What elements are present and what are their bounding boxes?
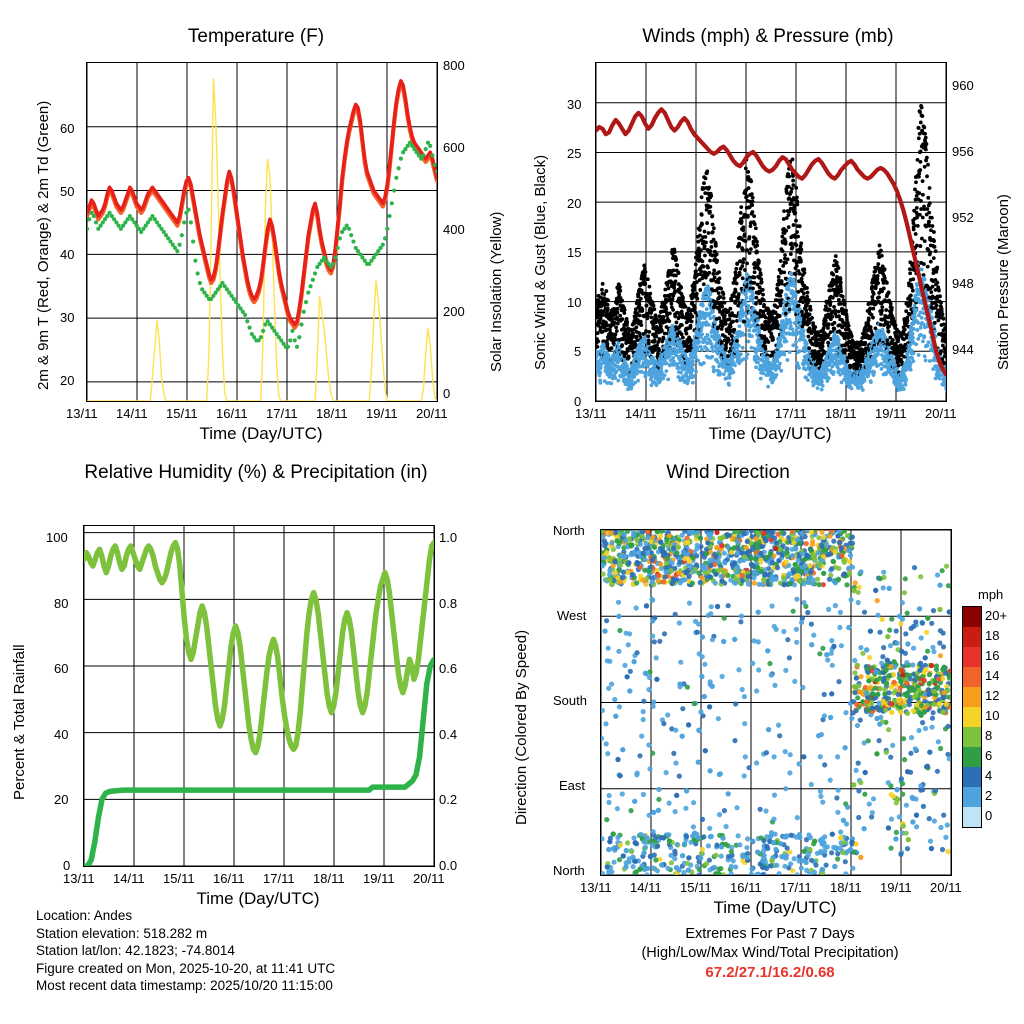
- wind-direction-chart-title: Wind Direction: [666, 462, 790, 483]
- wind-speed-legend-label: 2: [985, 788, 993, 803]
- humidity-xtick: 14/11: [113, 871, 145, 886]
- temperature-ytick: 60: [60, 121, 75, 136]
- winds-xtick: 14/11: [625, 406, 657, 421]
- extremes-values: 67.2/27.1/16.2/0.68: [705, 964, 835, 981]
- wind-direction-ytick: East: [559, 778, 586, 793]
- winds-ytick: 30: [567, 97, 582, 112]
- temperature-xtick: 18/11: [316, 406, 348, 421]
- humidity-plot-area: [83, 525, 435, 867]
- humidity-y2tick: 0.2: [439, 792, 458, 807]
- winds-ytick: 0: [574, 394, 582, 409]
- winds-xtick: 18/11: [825, 406, 857, 421]
- winds-chart-title: Winds (mph) & Pressure (mb): [642, 26, 894, 47]
- winds-y2-axis-label: Station Pressure (Maroon): [995, 194, 1012, 370]
- humidity-chart-title: Relative Humidity (%) & Precipitation (in): [84, 462, 428, 483]
- wind-direction-xtick: 19/11: [880, 880, 912, 895]
- wind-speed-legend-label: 0: [985, 808, 993, 823]
- footer-line: Location: Andes: [36, 908, 133, 923]
- humidity-xtick: 15/11: [163, 871, 195, 886]
- wind-speed-colorbar: [962, 606, 982, 828]
- humidity-y2tick: 0.4: [439, 727, 458, 742]
- temperature-ytick: 30: [60, 310, 75, 325]
- humidity-xtick: 18/11: [313, 871, 345, 886]
- winds-y2tick: 948: [952, 276, 974, 291]
- humidity-xtick: 20/11: [413, 871, 445, 886]
- humidity-y2tick: 0.8: [439, 596, 458, 611]
- wind-direction-y-axis-label: Direction (Colored By Speed): [513, 629, 530, 825]
- wind-speed-legend-label: 4: [985, 768, 993, 783]
- temperature-y2tick: 600: [443, 140, 465, 155]
- wind-direction-xtick: 17/11: [780, 880, 812, 895]
- wind-direction-ytick: South: [553, 693, 587, 708]
- winds-xtick: 20/11: [925, 406, 957, 421]
- temperature-ytick: 20: [60, 373, 75, 388]
- extremes-title: Extremes For Past 7 Days: [685, 926, 855, 942]
- panel-winds-pressure: [512, 0, 1024, 443]
- temperature-plot-area: [86, 62, 438, 402]
- wind-direction-xtick: 13/11: [580, 880, 612, 895]
- humidity-y2tick: 0.6: [439, 661, 458, 676]
- humidity-y2tick: 1.0: [439, 530, 458, 545]
- wind-direction-ytick: West: [557, 608, 587, 623]
- wind-speed-legend-label: 20+: [985, 608, 1008, 623]
- winds-ytick: 10: [567, 295, 582, 310]
- winds-y2tick: 952: [952, 210, 974, 225]
- winds-x-axis-label: Time (Day/UTC): [708, 424, 832, 443]
- humidity-x-axis-label: Time (Day/UTC): [196, 889, 320, 908]
- wind-direction-ytick: North: [553, 863, 585, 878]
- wind-speed-legend-label: 18: [985, 628, 1000, 643]
- temperature-xtick: 15/11: [166, 406, 198, 421]
- extremes-subtitle: (High/Low/Max Wind/Total Precipitation): [641, 945, 899, 961]
- footer-line: Figure created on Mon, 2025-10-20, at 11:41 UTC: [36, 960, 336, 976]
- panel-temperature: [0, 0, 512, 443]
- temperature-ytick: 40: [60, 247, 75, 262]
- humidity-ytick: 40: [54, 727, 69, 742]
- footer-line: Station elevation: 518.282 m: [36, 925, 208, 941]
- wind-speed-legend-label: 8: [985, 728, 993, 743]
- winds-ytick: 25: [567, 146, 582, 161]
- winds-xtick: 19/11: [875, 406, 907, 421]
- wind-speed-legend-label: 16: [985, 648, 1000, 663]
- wind-direction-x-axis-label: Time (Day/UTC): [713, 898, 837, 917]
- temperature-y2tick: 400: [443, 222, 465, 237]
- winds-ytick: 20: [567, 196, 582, 211]
- winds-y-axis-label: Sonic Wind & Gust (Blue, Black): [532, 154, 549, 370]
- temperature-y2tick: 0: [443, 386, 451, 401]
- wind-direction-xtick: 16/11: [730, 880, 762, 895]
- footer-line: Station lat/lon: 42.1823; -74.8014: [36, 943, 235, 958]
- temperature-y2tick: 800: [443, 58, 465, 73]
- humidity-xtick: 16/11: [213, 871, 245, 886]
- humidity-y2tick: 0.0: [439, 858, 458, 873]
- temperature-xtick: 17/11: [266, 406, 298, 421]
- temperature-y-axis-label: 2m & 9m T (Red, Orange) & 2m Td (Green): [35, 100, 52, 390]
- panel-humidity-precip: [0, 440, 512, 908]
- temperature-xtick: 20/11: [416, 406, 448, 421]
- wind-speed-legend-label: 12: [985, 688, 1000, 703]
- wind-speed-legend-label: 6: [985, 748, 993, 763]
- humidity-ytick: 100: [46, 530, 68, 545]
- winds-y2tick: 956: [952, 144, 974, 159]
- temperature-y2tick: 200: [443, 304, 465, 319]
- footer-line: Most recent data timestamp: 2025/10/20 11:15:00: [36, 978, 333, 993]
- wind-direction-xtick: 20/11: [930, 880, 962, 895]
- wind-direction-xtick: 14/11: [630, 880, 662, 895]
- wind-direction-xtick: 15/11: [680, 880, 712, 895]
- panel-wind-direction: [512, 440, 1024, 917]
- humidity-ytick: 60: [54, 661, 69, 676]
- temperature-y2-axis-label: Solar Insolation (Yellow): [488, 211, 505, 372]
- extremes-summary: [560, 925, 980, 982]
- winds-ytick: 15: [567, 245, 582, 260]
- temperature-xtick: 19/11: [366, 406, 398, 421]
- winds-xtick: 17/11: [775, 406, 807, 421]
- temperature-chart-title: Temperature (F): [187, 26, 325, 47]
- wind-speed-legend-label: 10: [985, 708, 1000, 723]
- humidity-xtick: 13/11: [63, 871, 95, 886]
- wind-direction-ytick: North: [553, 523, 585, 538]
- humidity-ytick: 20: [54, 792, 69, 807]
- humidity-ytick: 0: [63, 858, 71, 873]
- station-info-footer: [36, 907, 335, 995]
- wind-direction-plot-area: [600, 529, 952, 876]
- temperature-x-axis-label: Time (Day/UTC): [199, 424, 323, 443]
- humidity-y-axis-label: Percent & Total Rainfall: [11, 644, 28, 800]
- temperature-xtick: 14/11: [116, 406, 148, 421]
- humidity-xtick: 17/11: [263, 871, 295, 886]
- wind-speed-legend-label: 14: [985, 668, 1000, 683]
- temperature-xtick: 13/11: [66, 406, 98, 421]
- winds-xtick: 15/11: [675, 406, 707, 421]
- wind-speed-legend-title: mph: [978, 587, 1004, 602]
- humidity-xtick: 19/11: [363, 871, 395, 886]
- winds-plot-area: [595, 62, 947, 402]
- winds-xtick: 13/11: [575, 406, 607, 421]
- winds-xtick: 16/11: [725, 406, 757, 421]
- humidity-ytick: 80: [54, 596, 69, 611]
- temperature-ytick: 50: [60, 184, 75, 199]
- winds-y2tick: 960: [952, 78, 974, 93]
- winds-y2tick: 944: [952, 342, 974, 357]
- wind-direction-xtick: 18/11: [830, 880, 862, 895]
- temperature-xtick: 16/11: [216, 406, 248, 421]
- winds-ytick: 5: [574, 344, 582, 359]
